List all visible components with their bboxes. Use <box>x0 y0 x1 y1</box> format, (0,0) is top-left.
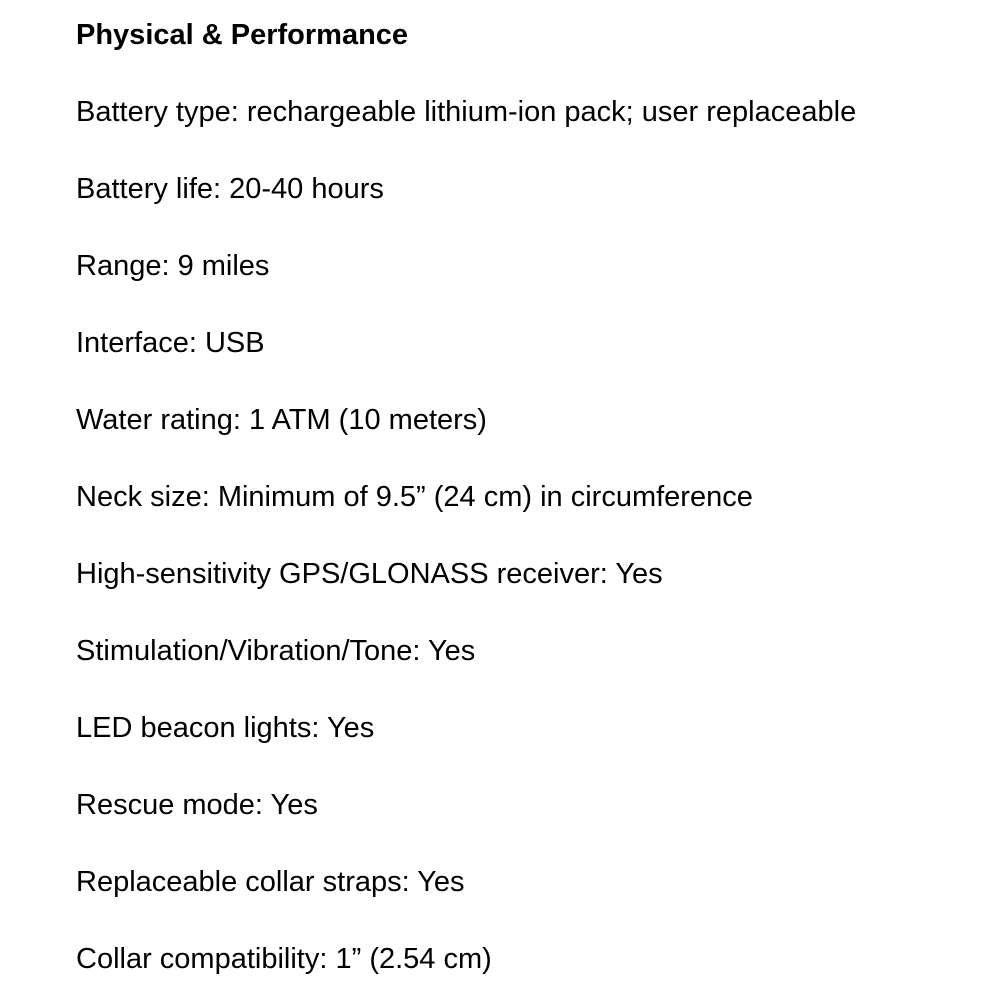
spec-led-beacon: LED beacon lights: Yes <box>76 712 375 744</box>
spec-interface: Interface: USB <box>76 327 265 359</box>
spec-neck-size: Neck size: Minimum of 9.5” (24 cm) in circumference <box>76 481 753 513</box>
spec-collar-compatibility: Collar compatibility: 1” (2.54 cm) <box>76 943 492 975</box>
spec-stimulation: Stimulation/Vibration/Tone: Yes <box>76 635 476 667</box>
spec-battery-life: Battery life: 20-40 hours <box>76 173 384 205</box>
spec-collar-straps: Replaceable collar straps: Yes <box>76 866 465 898</box>
spec-rescue-mode: Rescue mode: Yes <box>76 789 318 821</box>
section-heading: Physical & Performance <box>76 19 409 51</box>
spec-range: Range: 9 miles <box>76 250 270 282</box>
spec-list <box>76 94 856 977</box>
spec-water-rating: Water rating: 1 ATM (10 meters) <box>76 404 487 436</box>
spec-gps-receiver: High-sensitivity GPS/GLONASS receiver: Yes <box>76 558 663 590</box>
spec-battery-type: Battery type: rechargeable lithium-ion pack; user replaceable <box>76 96 857 128</box>
